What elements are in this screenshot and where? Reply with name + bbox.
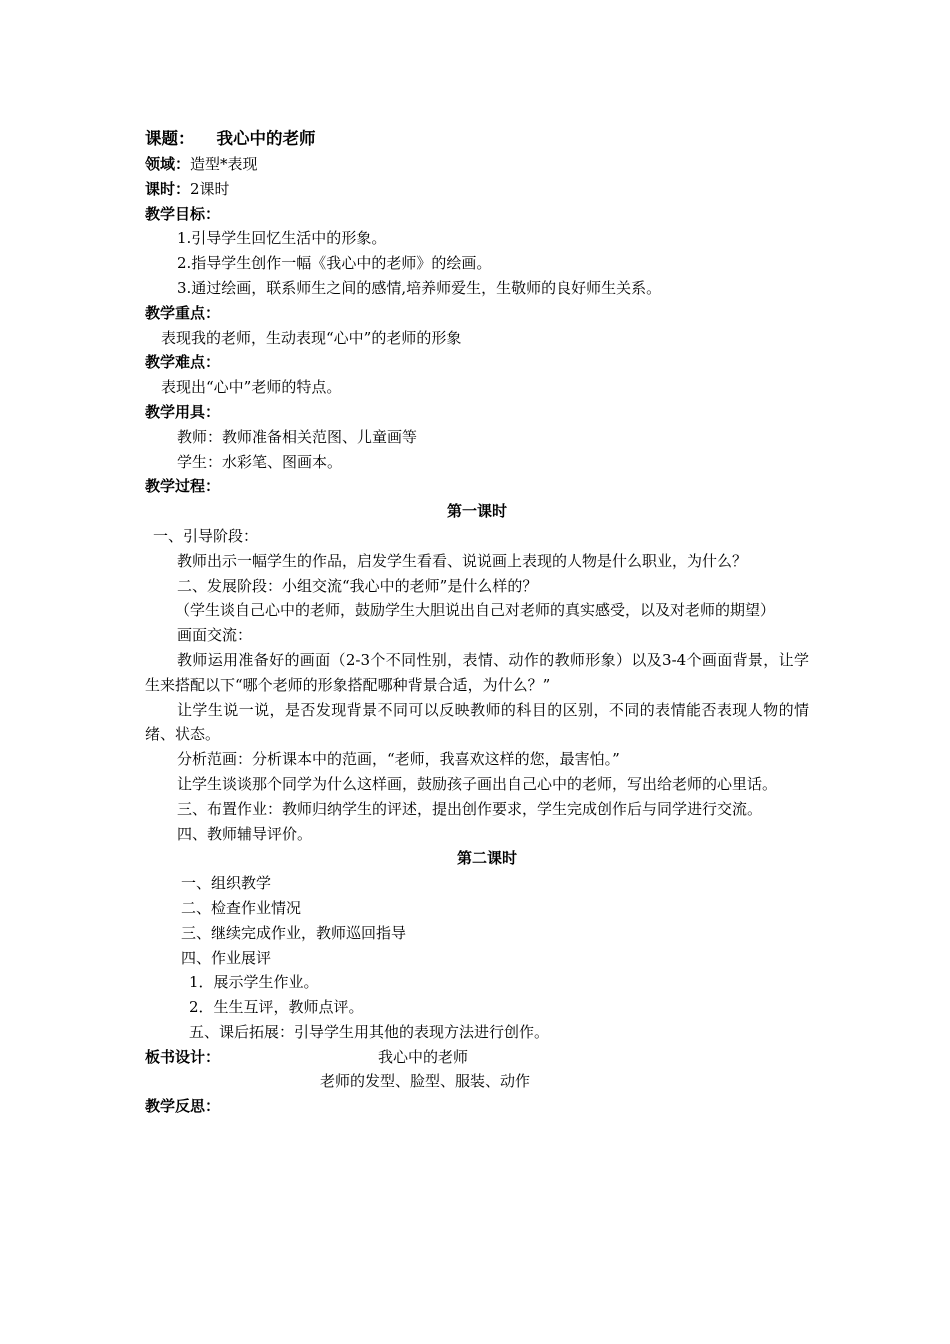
goal-item: 1.引导学生回忆生活中的形象。 [177,229,387,248]
lesson1-p6: 分析范画：分析课本中的范画，“老师，我喜欢这样的您，最害怕。” [177,750,620,769]
board-line2: 老师的发型、脸型、服装、动作 [320,1072,531,1091]
lesson1-p5: 让学生说一说，是否发现背景不同可以反映教师的科目的区别，不同的表情能否表现人物的情绪、状态。 [145,700,809,744]
tools-student: 学生：水彩笔、图画本。 [177,452,343,471]
lesson1-step4: 四、教师辅导评价。 [177,824,313,843]
process-label: 教学过程： [145,477,221,496]
tools-teacher: 教师：教师准备相关范图、儿童画等 [177,427,418,446]
domain-value: 造型*表现 [190,155,258,173]
lesson1-p3: 画面交流： [177,626,253,645]
hours-value: 2课时 [190,179,230,198]
board-design [145,1045,809,1070]
lesson1-step2: 二、发展阶段：小组交流“我心中的老师”是什么样的？ [177,576,538,595]
difficulty-text: 表现出“心中”老师的特点。 [161,378,342,397]
reflection-label: 教学反思： [145,1097,221,1116]
lesson1-p4: 教师运用准备好的画面（2-3个不同性别，表情、动作的教师形象）以及3-4个画面背景，让学生来搭配以下“哪个老师的形象搭配哪种背景合适，为什么？” [145,650,809,694]
key-point-label: 教学重点： [145,303,221,322]
domain-row [145,152,809,177]
difficulty-label: 教学难点： [145,353,221,372]
lesson2-sub2: 2．生生互评，教师点评。 [189,998,364,1017]
key-point-text: 表现我的老师，生动表现“心中”的老师的形象 [161,328,462,347]
lesson2-item: 二、检查作业情况 [181,898,302,917]
lesson1-heading: 第一课时 [446,502,507,521]
lesson2-sub1: 1．展示学生作业。 [189,973,319,992]
lesson2-item: 三、继续完成作业，教师巡回指导 [181,923,407,942]
hours-row [145,177,809,202]
goal-item: 2.指导学生创作一幅《我心中的老师》的绘画。 [177,254,492,273]
tools-label: 教学用具： [145,402,221,421]
goal-item: 3.通过绘画，联系师生之间的感情,培养师爱生，生敬师的良好师生关系。 [177,278,662,297]
lesson-title-row [145,126,809,152]
lesson2-item: 一、组织教学 [181,874,272,893]
lesson2-heading: 第二课时 [456,849,517,868]
board-line1: 我心中的老师 [378,1047,469,1066]
lesson1-step1: 一、引导阶段： [153,526,259,545]
lesson1-step3: 三、布置作业：教师归纳学生的评述，提出创作要求，学生完成创作后与同学进行交流。 [177,799,763,818]
lesson1-p2: （学生谈自己心中的老师，鼓励学生大胆说出自己对老师的真实感受，以及对老师的期望） [175,601,776,620]
board-label: 板书设计： [145,1047,221,1066]
title-text: 我心中的老师 [216,129,316,148]
lesson2-item: 四、作业展评 [181,948,272,967]
domain-label: 领域： [145,155,191,173]
hours-label: 课时： [145,179,191,198]
title-label: 课题： [145,129,195,148]
lesson1-p7: 让学生谈谈那个同学为什么这样画，鼓励孩子画出自己心中的老师，写出给老师的心里话。 [177,774,778,793]
lesson1-p1: 教师出示一幅学生的作品，启发学生看看、说说画上表现的人物是什么职业，为什么？ [177,551,748,570]
lesson2-step5: 五、课后拓展：引导学生用其他的表现方法进行创作。 [189,1022,550,1041]
lesson-plan-document [145,126,809,1119]
goals-label: 教学目标： [145,204,221,223]
